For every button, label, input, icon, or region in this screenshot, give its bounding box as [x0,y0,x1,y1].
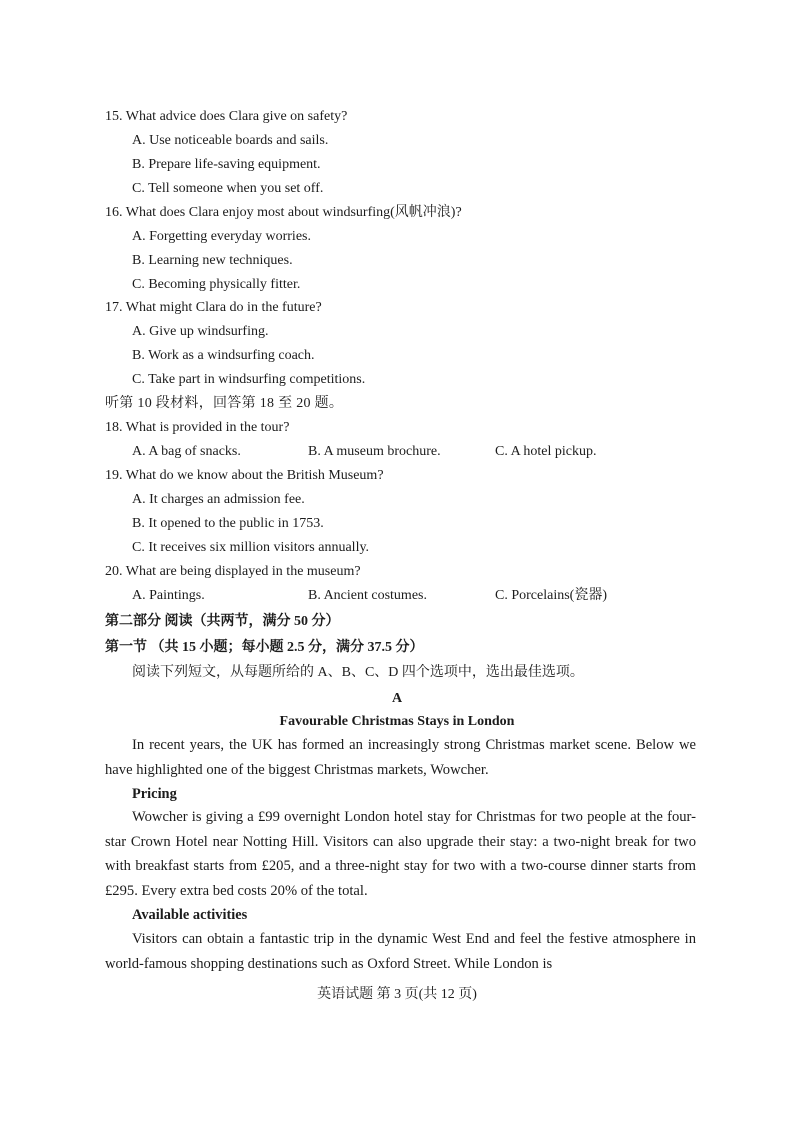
question-17-option-a: A. Give up windsurfing. [132,324,269,339]
question-17-option-b: B. Work as a windsurfing coach. [132,348,315,363]
reading-section-title: 第一节 （共 15 小题；每小题 2.5 分，满分 37.5 分） [105,640,424,655]
question-20-option-c: C. Porcelains(瓷器) [495,588,607,603]
paragraph-2-text: Wowcher is giving a £99 overnight London hotel stay for Christmas for two people at the four-star Crown Hotel near Notting Hill. Visitors can also upgrade their stay: a two-night break for two with breakfast starts from £205, and a three-night stay for two with a two-course dinner starts from £295. Every extra bed costs 20% of the total. [105,809,696,899]
question-20-stem: 20. What are being displayed in the museum? [105,564,361,579]
paragraph-1-text: In recent years, the UK has formed an increasingly strong Christmas market scene. Below we have highlighted one of the biggest Christmas markets, Wowcher. [105,737,696,778]
question-16-stem: 16. What does Clara enjoy most about windsurfing(风帆冲浪)? [105,205,462,220]
question-20-option-a: A. Paintings. [132,588,205,603]
question-17-option-c: C. Take part in windsurfing competitions. [132,372,366,387]
activities-heading: Available activities [132,907,248,923]
page-footer: 英语试题 第 3 页(共 12 页) [317,987,477,1002]
passage-paragraph-3 [105,927,696,976]
passage-paragraph-2 [105,805,696,903]
question-20-options [132,586,607,606]
pricing-heading: Pricing [132,786,177,802]
question-17-stem: 17. What might Clara do in the future? [105,300,322,315]
passage-title: Favourable Christmas Stays in London [279,714,515,729]
question-18-options [132,442,597,462]
question-19-option-a: A. It charges an admission fee. [132,492,305,507]
question-18-option-c: C. A hotel pickup. [495,444,597,459]
paragraph-3-text: Visitors can obtain a fantastic trip in the dynamic West End and feel the festive atmosphere in world-famous shopping destinations such as Oxford Street. While London is [105,931,696,972]
question-16-option-c: C. Becoming physically fitter. [132,277,301,292]
question-16-option-a: A. Forgetting everyday worries. [132,229,311,244]
question-18-option-b: B. A museum brochure. [308,444,441,459]
reading-part-title: 第二部分 阅读（共两节，满分 50 分） [105,614,340,629]
question-16-option-b: B. Learning new techniques. [132,253,293,268]
question-15-option-a: A. Use noticeable boards and sails. [132,133,329,148]
question-19-option-b: B. It opened to the public in 1753. [132,516,324,531]
question-19-stem: 19. What do we know about the British Museum? [105,468,384,483]
question-15-stem: 15. What advice does Clara give on safety? [105,109,348,124]
passage-letter: A [391,691,403,706]
question-18-option-a: A. A bag of snacks. [132,444,241,459]
passage-paragraph-1 [105,733,696,782]
question-15-option-c: C. Tell someone when you set off. [132,181,324,196]
question-18-stem: 18. What is provided in the tour? [105,420,290,435]
reading-instruction: 阅读下列短文，从每题所给的 A、B、C、D 四个选项中，选出最佳选项。 [132,665,584,680]
question-20-option-b: B. Ancient costumes. [308,588,427,603]
question-19-option-c: C. It receives six million visitors annually. [132,540,370,555]
listening-instruction-10: 听第 10 段材料，回答第 18 至 20 题。 [105,396,344,411]
question-15-option-b: B. Prepare life-saving equipment. [132,157,321,172]
